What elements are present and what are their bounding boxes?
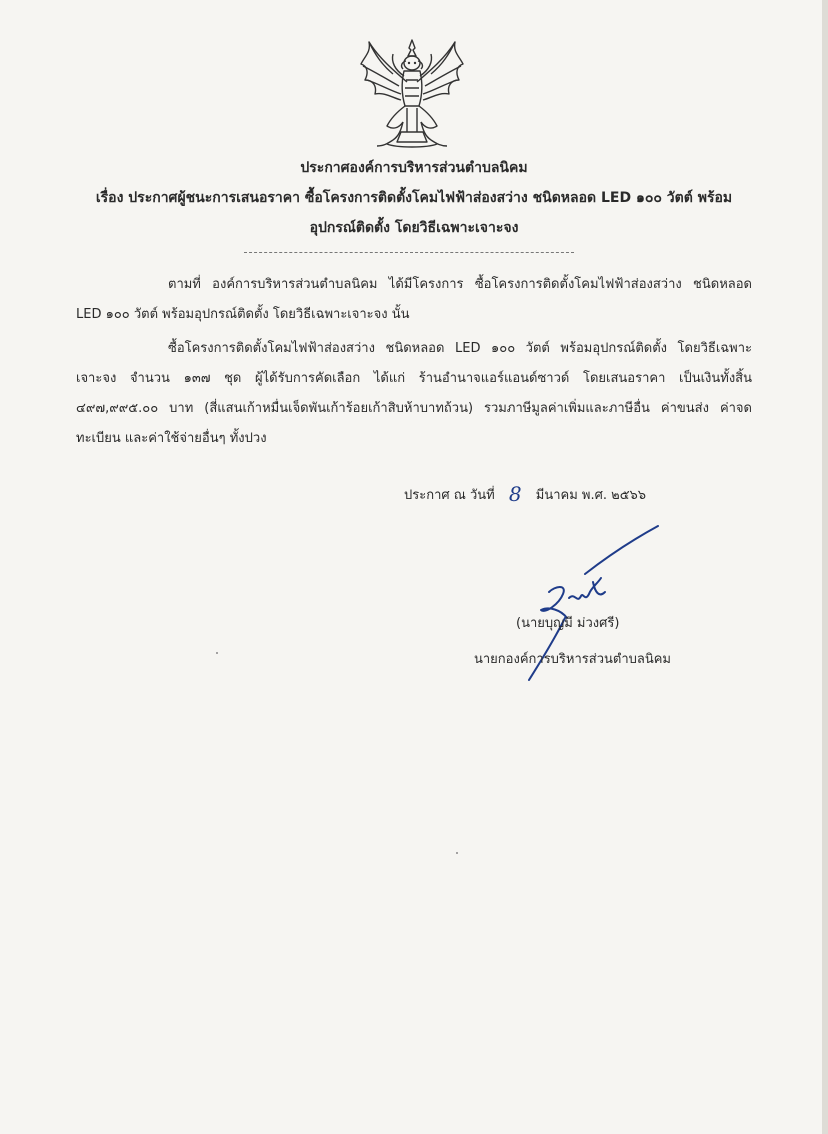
header-title: ประกาศองค์การบริหารส่วนตำบลนิคม	[300, 160, 528, 176]
dashed-divider	[244, 252, 574, 253]
header-subject-cont: อุปกรณ์ติดตั้ง โดยวิธีเฉพาะเจาะจง	[309, 220, 519, 236]
body-paragraph-1: ตามที่ องค์การบริหารส่วนตำบลนิคม ได้มีโครงการ ซื้อโครงการติดตั้งโคมไฟฟ้าส่องสว่าง ชนิดหลอด LED ๑๐๐ วัตต์ พร้อมอุปกรณ์ติดตั้ง โดยวิธีเฉพาะเจาะจง นั้น	[76, 277, 752, 322]
date-day-handwritten: 8	[508, 482, 522, 506]
date-prefix: ประกาศ ณ วันที่	[404, 488, 495, 503]
garuda-emblem-icon	[357, 36, 467, 152]
page-edge	[822, 0, 828, 1134]
date-suffix: มีนาคม พ.ศ. ๒๕๖๖	[535, 488, 647, 503]
header-subject: เรื่อง ประกาศผู้ชนะการเสนอราคา ซื้อโครงการติดตั้งโคมไฟฟ้าส่องสว่าง ชนิดหลอด LED ๑๐๐ วัตต์ พร้อม	[95, 190, 733, 206]
announcement-date	[404, 482, 646, 506]
signatory-position: นายกองค์การบริหารส่วนตำบลนิคม	[474, 652, 671, 667]
paper-speck	[456, 852, 458, 854]
paper-speck	[216, 652, 218, 654]
body-paragraph-2: ซื้อโครงการติดตั้งโคมไฟฟ้าส่องสว่าง ชนิดหลอด LED ๑๐๐ วัตต์ พร้อมอุปกรณ์ติดตั้ง โดยวิธีเฉพาะเจาะจง จำนวน ๑๓๗ ชุด ผู้ได้รับการคัดเลือก ได้แก่ ร้านอำนาจแอร์แอนด์ซาวด์ โดยเสนอราคา เป็นเงินทั้งสิ้น ๔๙๗,๙๙๕.๐๐ บาท (สี่แสนเก้าหมื่นเจ็ดพันเก้าร้อยเก้าสิบห้าบาทถ้วน) รวมภาษีมูลค่าเพิ่มและภาษีอื่น ค่าขนส่ง ค่าจดทะเบียน และค่าใช้จ่ายอื่นๆ ทั้งปวง	[76, 341, 752, 446]
signatory-name: (นายบุญมี ม่วงศรี)	[516, 616, 620, 631]
